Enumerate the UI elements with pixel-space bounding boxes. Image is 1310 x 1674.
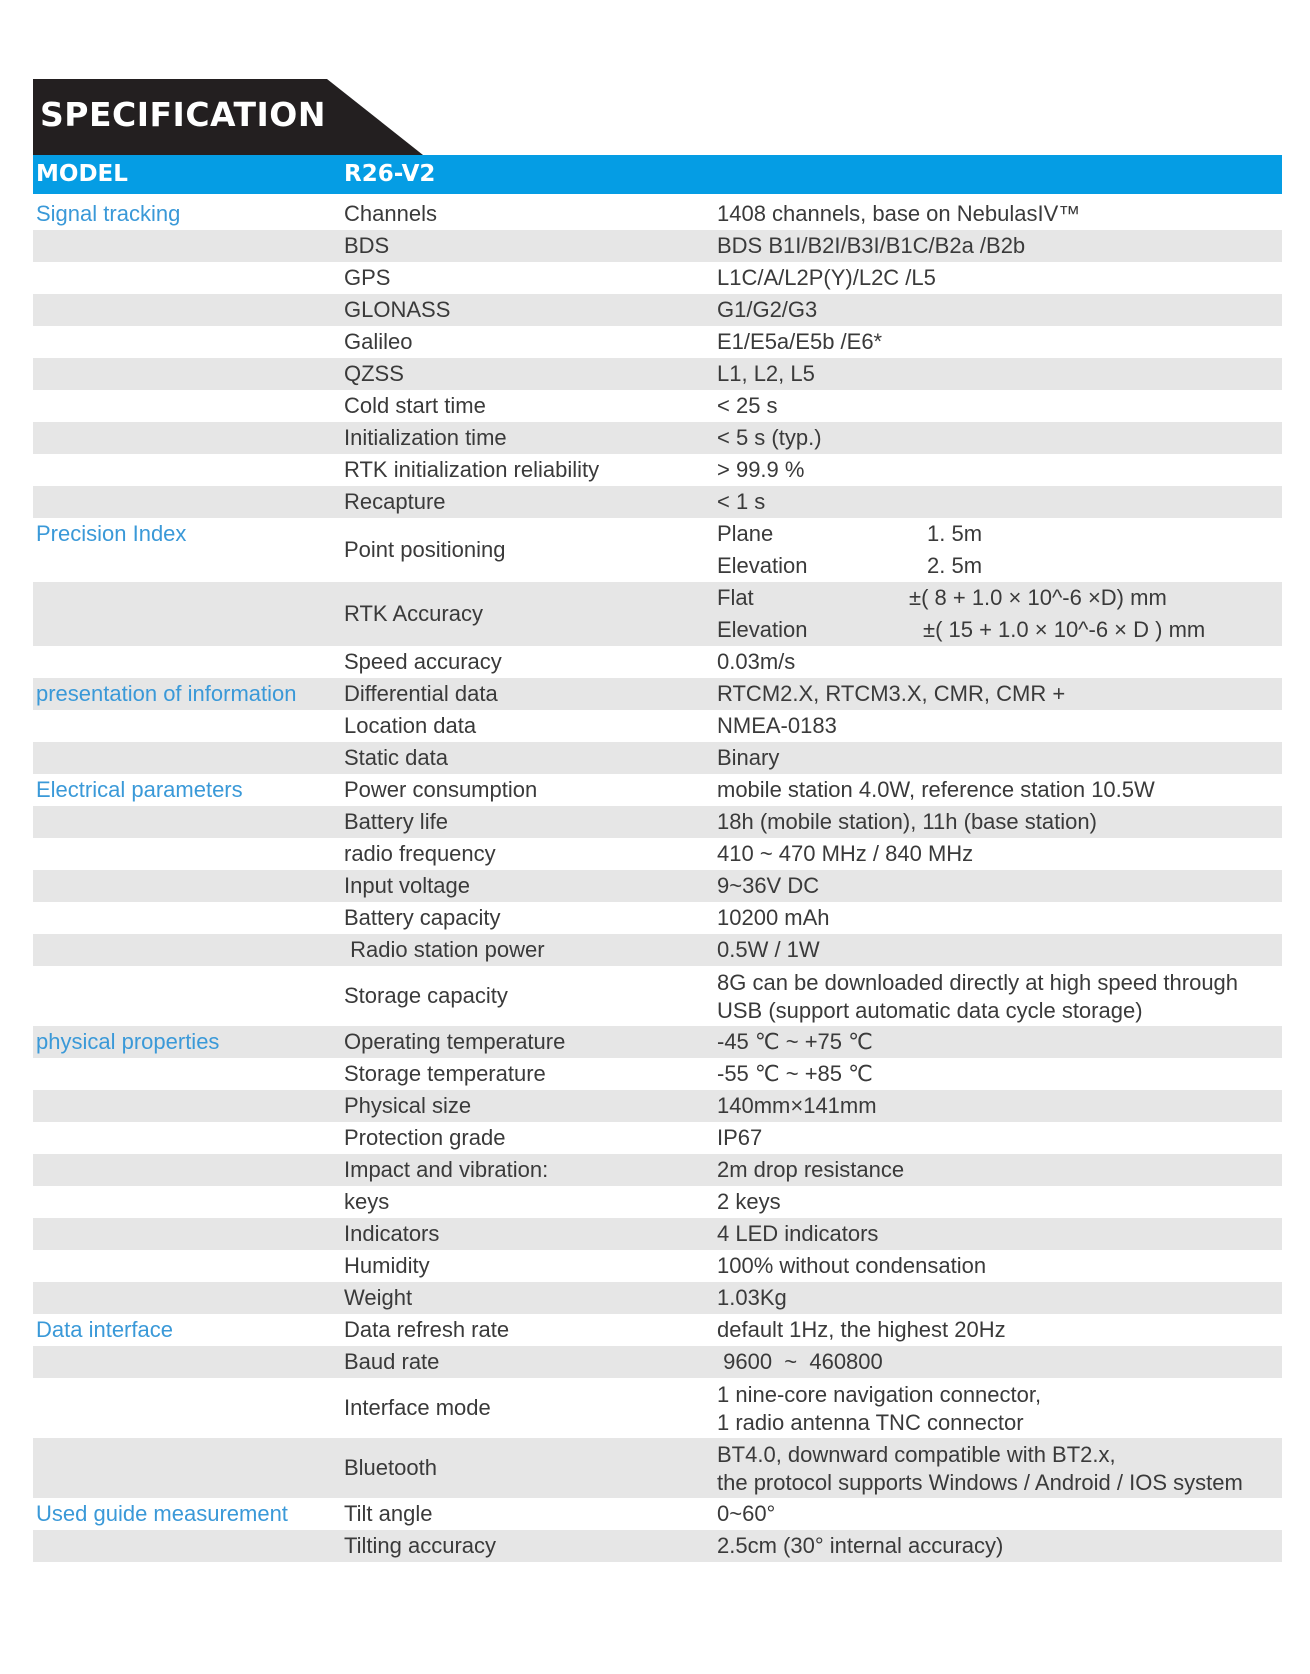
param-label: BDS (344, 233, 390, 258)
param-value: BDS B1I/B2I/B3I/B1C/B2a /B2b (717, 233, 1026, 258)
table-row (33, 1438, 1282, 1498)
param-label: Power consumption (344, 777, 538, 802)
param-value (717, 1381, 1041, 1437)
table-row (33, 774, 1282, 806)
param-value: > 99.9 % (717, 457, 805, 482)
table-row (33, 518, 1282, 582)
category-label: Precision Index (36, 521, 187, 546)
param-value: 2.5cm (30° internal accuracy) (717, 1533, 1004, 1558)
param-label: Humidity (344, 1253, 430, 1278)
param-label: Storage temperature (344, 1061, 546, 1086)
table-row (33, 678, 1282, 710)
param-label: Speed accuracy (344, 649, 502, 674)
table-row (33, 742, 1282, 774)
param-label: Tilt angle (344, 1501, 433, 1526)
table-row (33, 1282, 1282, 1314)
param-value: < 1 s (717, 489, 766, 514)
value-line: BT4.0, downward compatible with BT2.x, (717, 1442, 1116, 1467)
table-row (33, 454, 1282, 486)
table-row (33, 646, 1282, 678)
param-label: QZSS (344, 361, 404, 386)
table-row (33, 902, 1282, 934)
sub-label: Flat (717, 585, 754, 610)
param-value: < 25 s (717, 393, 778, 418)
table-row (33, 1314, 1282, 1346)
model-label: MODEL (36, 161, 128, 187)
table-row (33, 966, 1282, 1026)
sub-value: ±( 8 + 1.0 × 10^-6 ×D) mm (909, 585, 1167, 610)
table-row (33, 1058, 1282, 1090)
param-value: 1408 channels, base on NebulasIV™ (717, 201, 1081, 226)
param-value: 9~36V DC (717, 873, 820, 898)
param-label: Baud rate (344, 1349, 440, 1374)
table-row (33, 390, 1282, 422)
param-value: 2m drop resistance (717, 1157, 905, 1182)
param-value: L1C/A/L2P(Y)/L2C /L5 (717, 265, 936, 290)
page-title: SPECIFICATION (40, 95, 326, 134)
table-row (33, 262, 1282, 294)
table-row (33, 1378, 1282, 1438)
param-value: mobile station 4.0W, reference station 10.5W (717, 777, 1155, 802)
param-value: Binary (717, 745, 780, 770)
param-label: RTK initialization reliability (344, 457, 600, 482)
param-label: Weight (344, 1285, 413, 1310)
table-row (33, 1186, 1282, 1218)
table-row (33, 1090, 1282, 1122)
param-value (717, 969, 1238, 1025)
param-label: Tilting accuracy (344, 1533, 497, 1558)
param-label: Radio station power (344, 937, 545, 962)
value-line: the protocol supports Windows / Android / IOS system (717, 1470, 1243, 1495)
param-label: Battery life (344, 809, 448, 834)
param-value: 4 LED indicators (717, 1221, 879, 1246)
param-value: 10200 mAh (717, 905, 830, 930)
table-row (33, 198, 1282, 230)
param-value: G1/G2/G3 (717, 297, 818, 322)
table-row (33, 582, 1282, 646)
table-row (33, 934, 1282, 966)
param-label: radio frequency (344, 841, 496, 866)
value-line: USB (support automatic data cycle storage) (717, 998, 1143, 1023)
sub-label: Plane (717, 521, 774, 546)
table-row (33, 1218, 1282, 1250)
param-label: Differential data (344, 681, 498, 706)
param-label: Input voltage (344, 873, 470, 898)
param-label: Point positioning (344, 537, 506, 562)
table-row (33, 1026, 1282, 1058)
param-value: 2 keys (717, 1189, 781, 1214)
param-label: Impact and vibration: (344, 1157, 549, 1182)
spec-table (33, 198, 1282, 1562)
table-row (33, 486, 1282, 518)
param-value: -45 ℃ ~ +75 ℃ (717, 1029, 873, 1054)
param-label: Indicators (344, 1221, 440, 1246)
category-label: physical properties (36, 1029, 220, 1054)
table-row (33, 838, 1282, 870)
category-label: Used guide measurement (36, 1501, 288, 1526)
table-row (33, 1250, 1282, 1282)
param-label: Static data (344, 745, 448, 770)
value-line: 8G can be downloaded directly at high speed through (717, 970, 1239, 995)
category-label: Data interface (36, 1317, 173, 1342)
category-label: Electrical parameters (36, 777, 243, 802)
sub-value: 2. 5m (927, 553, 983, 578)
table-row (33, 1530, 1282, 1562)
param-label: Operating temperature (344, 1029, 566, 1054)
param-value: < 5 s (typ.) (717, 425, 822, 450)
sub-label: Elevation (717, 553, 808, 578)
param-value: RTCM2.X, RTCM3.X, CMR, CMR + (717, 681, 1066, 706)
value-line: 1 nine-core navigation connector, (717, 1382, 1042, 1407)
param-value: L1, L2, L5 (717, 361, 815, 386)
param-value: NMEA-0183 (717, 713, 837, 738)
param-value: IP67 (717, 1125, 763, 1150)
param-value: default 1Hz, the highest 20Hz (717, 1317, 1006, 1342)
param-label: Storage capacity (344, 983, 508, 1008)
sub-value: ±( 15 + 1.0 × 10^-6 × D ) mm (923, 617, 1206, 642)
category-label: presentation of information (36, 681, 297, 706)
param-label: GLONASS (344, 297, 451, 322)
model-bar (33, 155, 1282, 194)
param-label: GPS (344, 265, 391, 290)
param-label: Bluetooth (344, 1455, 437, 1480)
param-value: 0~60° (717, 1501, 776, 1526)
param-label: Interface mode (344, 1395, 491, 1420)
param-label: Recapture (344, 489, 446, 514)
param-label: Cold start time (344, 393, 486, 418)
table-row (33, 806, 1282, 838)
param-label: Initialization time (344, 425, 507, 450)
table-row (33, 230, 1282, 262)
param-label: Physical size (344, 1093, 472, 1118)
table-row (33, 710, 1282, 742)
table-row (33, 1346, 1282, 1378)
table-row (33, 1498, 1282, 1530)
model-value: R26-V2 (344, 161, 436, 187)
table-row (33, 422, 1282, 454)
param-label: Channels (344, 201, 437, 226)
sub-value: 1. 5m (927, 521, 983, 546)
table-row (33, 870, 1282, 902)
category-label: Signal tracking (36, 201, 181, 226)
param-value: -55 ℃ ~ +85 ℃ (717, 1061, 873, 1086)
sub-label: Elevation (717, 617, 808, 642)
table-row (33, 294, 1282, 326)
param-label: Galileo (344, 329, 413, 354)
value-line: 1 radio antenna TNC connector (717, 1410, 1024, 1435)
param-value: 0.5W / 1W (717, 937, 820, 962)
param-value: 1.03Kg (717, 1285, 787, 1310)
param-value: 18h (mobile station), 11h (base station) (717, 809, 1097, 834)
param-value: 140mm×141mm (717, 1093, 877, 1118)
param-value: 100% without condensation (717, 1253, 987, 1278)
param-label: RTK Accuracy (344, 601, 483, 626)
param-value: E1/E5a/E5b /E6* (717, 329, 883, 354)
table-row (33, 326, 1282, 358)
param-value (717, 1441, 1243, 1497)
param-label: Protection grade (344, 1125, 506, 1150)
table-row (33, 1154, 1282, 1186)
param-label: Battery capacity (344, 905, 501, 930)
param-label: Location data (344, 713, 477, 738)
param-value: 0.03m/s (717, 649, 796, 674)
param-value: 410 ~ 470 MHz / 840 MHz (717, 841, 974, 866)
param-value: 9600 ~ 460800 (717, 1349, 883, 1374)
table-row (33, 358, 1282, 390)
table-row (33, 1122, 1282, 1154)
param-label: Data refresh rate (344, 1317, 510, 1342)
param-label: keys (344, 1189, 390, 1214)
